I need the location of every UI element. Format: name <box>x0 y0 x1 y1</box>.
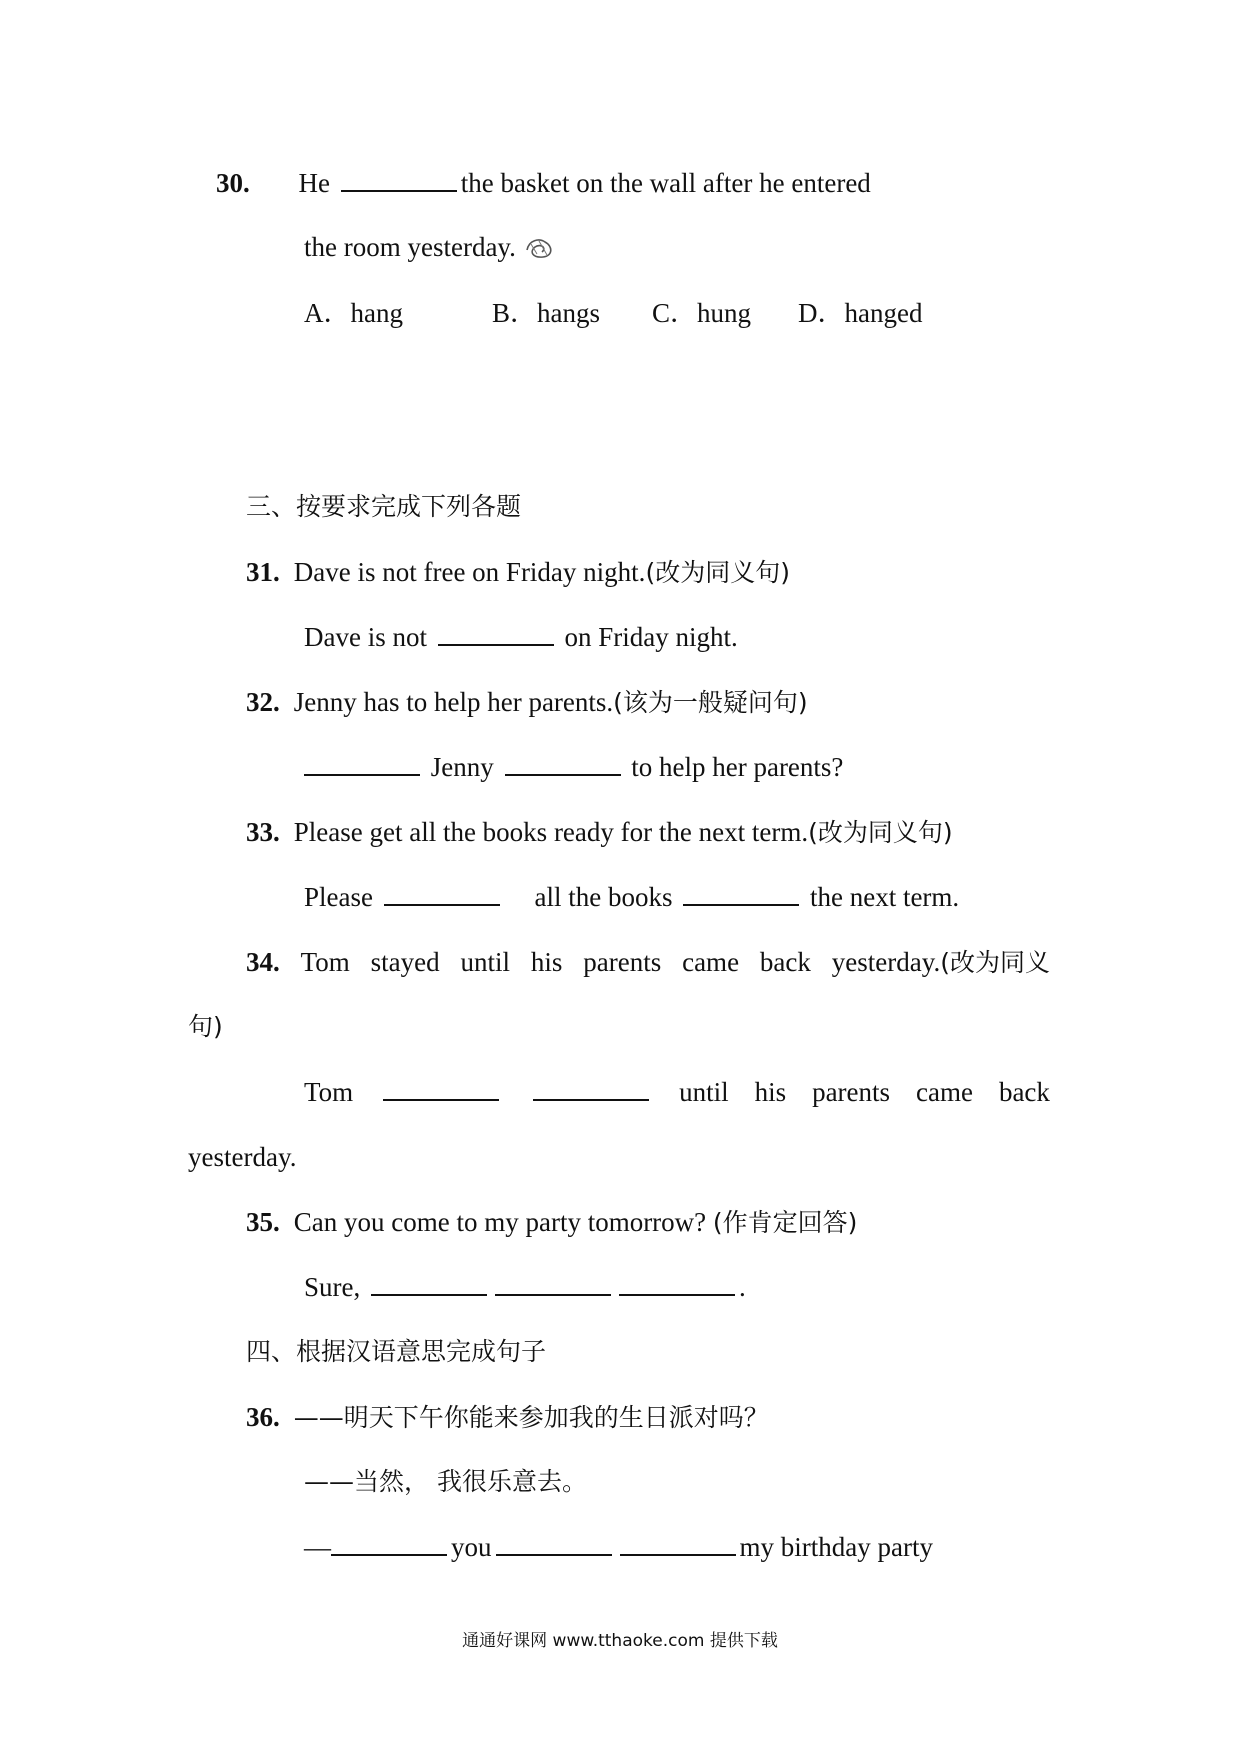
answer-text: all the books <box>534 882 673 912</box>
question-35-number: 35. <box>246 1207 280 1237</box>
option-d[interactable]: D．hanged <box>798 298 923 328</box>
question-33 <box>246 815 953 850</box>
answer-blank[interactable] <box>383 1077 499 1101</box>
answer-text: parents <box>812 1077 891 1107</box>
question-33-text: Please get all the books ready for the next term. <box>293 817 809 847</box>
answer-blank[interactable] <box>495 1272 611 1296</box>
answer-text: Jenny <box>430 752 494 782</box>
question-35 <box>246 1205 857 1240</box>
question-34-word: his <box>530 947 563 977</box>
answer-text: . <box>739 1272 746 1302</box>
scribble-mark-icon <box>523 236 557 260</box>
question-32-text: Jenny has to help her parents. <box>293 687 614 717</box>
question-30-text-start: He <box>298 168 330 198</box>
answer-blank[interactable] <box>341 168 457 192</box>
question-30-number: 30. <box>216 168 250 198</box>
question-35-text: Can you come to my party tomorrow? <box>293 1207 707 1237</box>
question-30-text-continued: the room yesterday. <box>304 232 516 262</box>
question-33-instruction: (改为同义句) <box>808 818 953 847</box>
question-34-word: Tom <box>300 947 350 977</box>
question-31-number: 31. <box>246 557 280 587</box>
question-32-number: 32. <box>246 687 280 717</box>
answer-text: the next term. <box>809 882 960 912</box>
question-32 <box>246 685 808 720</box>
question-32-answer <box>304 750 843 784</box>
question-36-answer <box>304 1530 933 1564</box>
answer-text: Please <box>304 882 373 912</box>
question-34-word: yesterday. <box>831 947 941 977</box>
answer-blank[interactable] <box>438 622 554 646</box>
question-35-answer <box>304 1270 746 1304</box>
question-30-text-end: the basket on the wall after he entered <box>460 168 871 198</box>
question-34-word: came <box>682 947 740 977</box>
question-32-instruction: (该为一般疑问句) <box>613 688 808 717</box>
question-34-instruction: (改为同义 <box>940 948 1050 977</box>
answer-text: Sure, <box>304 1272 361 1302</box>
question-36-number: 36. <box>246 1402 280 1432</box>
question-34 <box>246 945 1050 980</box>
question-34-answer <box>304 1075 1050 1109</box>
question-31-text: Dave is not free on Friday night. <box>293 557 646 587</box>
answer-text: Tom <box>304 1077 354 1107</box>
answer-text: on Friday night. <box>564 622 738 652</box>
answer-blank[interactable] <box>371 1272 487 1296</box>
section-3-heading: 三、按要求完成下列各题 <box>246 492 522 521</box>
question-31-answer <box>304 620 738 654</box>
question-34-answer-tail: yesterday. <box>188 1142 297 1172</box>
page-footer: 通通好课网 www.tthaoke.com 提供下载 <box>462 1631 778 1651</box>
question-33-number: 33. <box>246 817 280 847</box>
question-36-line1: ——明天下午你能来参加我的生日派对吗？ <box>293 1403 769 1432</box>
question-36-line2: ——当然， 我很乐意去。 <box>304 1467 587 1496</box>
answer-blank[interactable] <box>384 882 500 906</box>
section-4-heading: 四、根据汉语意思完成句子 <box>246 1337 547 1366</box>
question-30-options <box>304 296 922 330</box>
option-a[interactable]: A．hang <box>304 298 403 328</box>
answer-blank[interactable] <box>619 1272 735 1296</box>
answer-blank[interactable] <box>533 1077 649 1101</box>
question-34-word: back <box>759 947 811 977</box>
answer-blank[interactable] <box>331 1532 447 1556</box>
question-33-answer <box>304 880 959 914</box>
answer-blank[interactable] <box>505 752 621 776</box>
question-36 <box>246 1400 769 1435</box>
answer-text: to help her parents? <box>631 752 844 782</box>
question-34-word: until <box>460 947 510 977</box>
question-34-instruction-wrap: 句) <box>188 1012 223 1041</box>
question-31 <box>246 555 790 590</box>
question-34-number: 34. <box>246 947 280 977</box>
answer-dash: — <box>304 1532 331 1562</box>
answer-blank[interactable] <box>304 752 420 776</box>
question-30-line2 <box>304 230 557 264</box>
answer-blank[interactable] <box>496 1532 612 1556</box>
question-34-word: stayed <box>370 947 440 977</box>
question-30-line1 <box>216 166 871 200</box>
answer-text: until <box>679 1077 729 1107</box>
answer-text: his <box>754 1077 787 1107</box>
option-c[interactable]: C．hung <box>652 298 752 328</box>
answer-text: you <box>451 1532 492 1562</box>
question-31-instruction: (改为同义句) <box>645 558 790 587</box>
answer-blank[interactable] <box>620 1532 736 1556</box>
option-b[interactable]: B．hangs <box>492 298 600 328</box>
answer-text: my birthday party <box>739 1532 933 1562</box>
question-35-instruction: (作肯定回答) <box>712 1208 858 1237</box>
answer-text: came <box>916 1077 973 1107</box>
answer-text: Dave is not <box>304 622 427 652</box>
answer-blank[interactable] <box>683 882 799 906</box>
question-34-word: parents <box>583 947 662 977</box>
answer-text: back <box>998 1077 1050 1107</box>
